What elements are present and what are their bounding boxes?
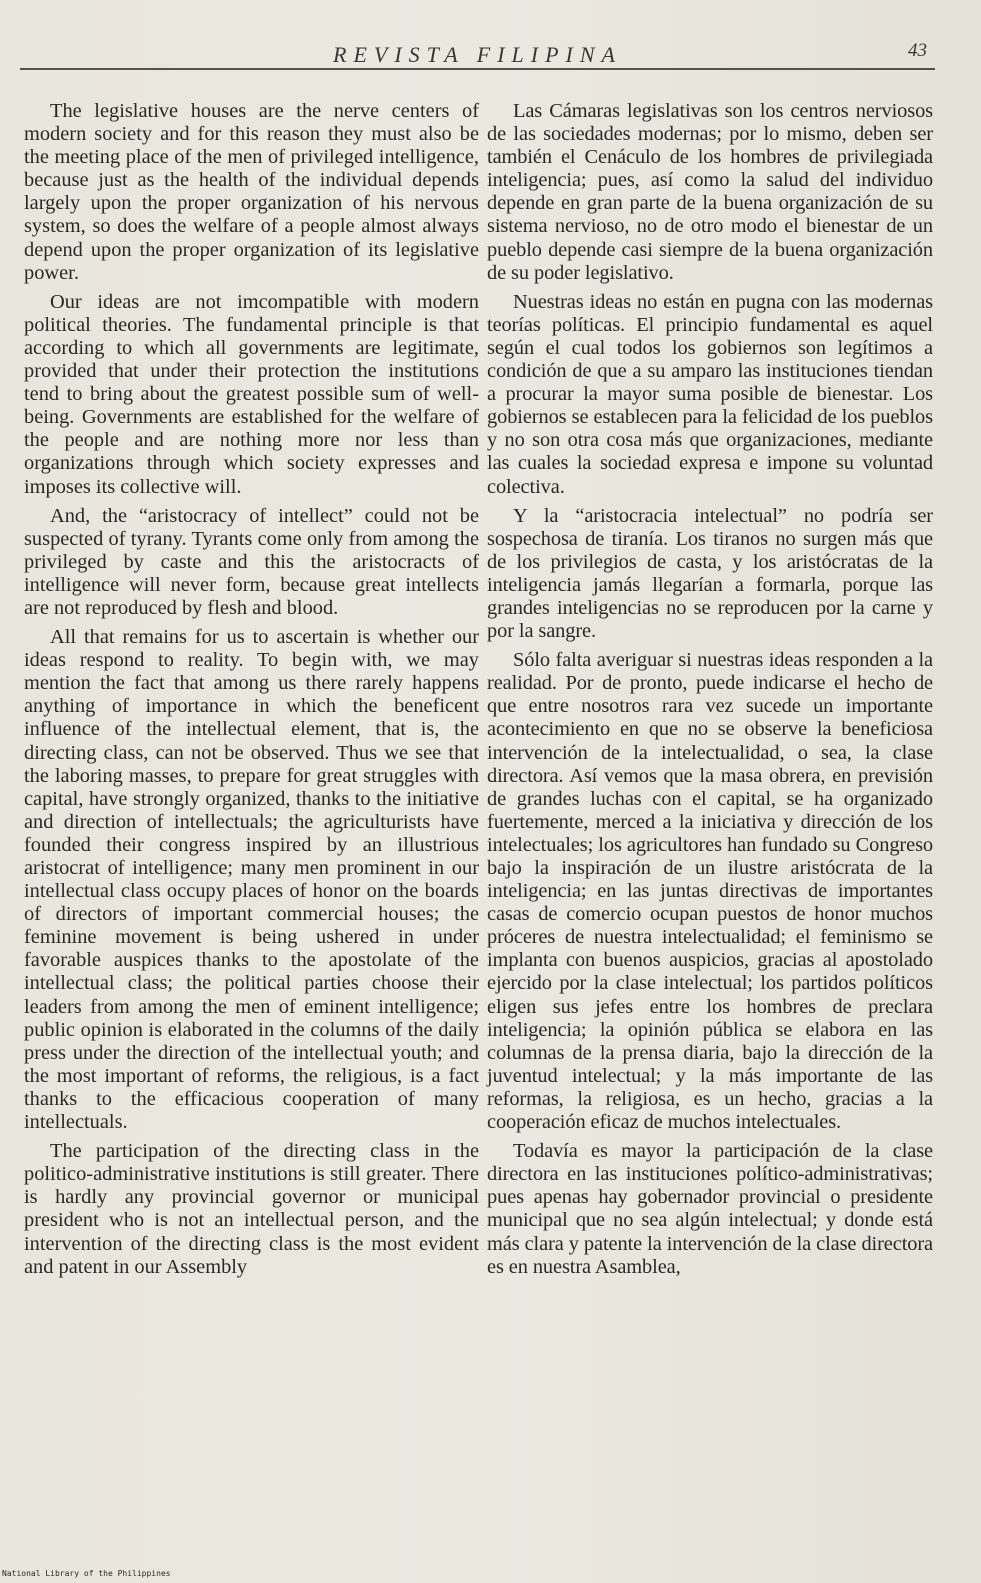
english-paragraph: The legislative houses are the nerve centers of modern society and for this reason they must also be the meeting place of the men of privileged intelligence, because just as the health of the individual depends largely upon the proper organization of his nervous system, so does the welfare of a people almost always depend upon the proper organization of its legislative power. — [24, 100, 479, 284]
spanish-column — [487, 100, 933, 1285]
english-paragraph: The participation of the directing class in the politico-administrative institutions is still greater. There is hardly any provincial governor or municipal president who is not an intellectual person, and the intervention of the directing class is the most evident and patent in our Assembly — [24, 1140, 479, 1278]
english-paragraph: And, the “aristocracy of intellect” could not be suspected of tyrany. Tyrants come only from among the privileged by caste and this the aristocracts of intelligence will never form, because great intellects are not reproduced by flesh and blood. — [24, 504, 479, 619]
spanish-paragraph: Todavía es mayor la participación de la clase directora en las instituciones político-administrativas; pues apenas hay gobernador provincial o presidente municipal que no sea algún intelectual; y donde está más clara y patente la intervención de la clase directora es en nuestra Asamblea, — [487, 1140, 933, 1278]
spanish-paragraph: Y la “aristocracia intelectual” no podría ser sospechosa de tiranía. Los tiranos no surgen más que de los privilegios de casta, y los aristócratas de la inteligencia jamás llegarían a formarla, porque las grandes inteligencias no se reproducen por la carne y por la sangre. — [487, 504, 933, 643]
magazine-title: REVISTA FILIPINA — [333, 42, 622, 67]
english-paragraph: Our ideas are not imcompatible with modern political theories. The fundamental principle is that according to which all governments are legitimate, provided that under their protection the institutions tend to bring about the greatest possible sum of well-being. Governments are established for the welfare of the people and are nothing more nor less than organizations through which society expresses and imposes its collective will. — [24, 290, 479, 498]
spanish-paragraph: Sólo falta averiguar si nuestras ideas responden a la realidad. Por de pronto, puede indicarse el hecho de que entre nosotros rara vez sucede un importante acontecimiento en que no se observe la beneficiosa intervención de la intelectualidad, o sea, la clase directora. Así vemos que la masa obrera, en previsión de grandes luchas con el capital, se ha organizado fuertemente, merced a la iniciativa y dirección de los intelectuales; los agricultores han fundado su Congreso bajo la inspiración de un ilustre aristócrata de la inteligencia; en las juntas directivas de importantes casas de comercio ocupan puestos de honor muchos próceres de nuestra intelectualidad; el feminismo se implanta con buenos auspicios, gracias al apostolado ejercido por la clase intelectual; los partidos políticos eligen sus jefes entre los hombres de preclara inteligencia; la opinión pública se elabora en las columnas de la prensa diaria, bajo la dirección de la juventud intelectual; y la más importante de las reformas, la religiosa, es un hecho, gracias a la cooperación eficaz de muchos intelectuales. — [487, 649, 933, 1134]
english-column — [24, 100, 479, 1285]
english-paragraph: All that remains for us to ascertain is whether our ideas respond to reality. To begin with, we may mention the fact that among us there rarely happens anything of importance in which the beneficent influence of the intellectual element, that is, the directing class, can not be observed. Thus we see that the laboring masses, to prepare for great struggles with capital, have strongly organized, thanks to the initiative and direction of intellectuals; the agriculturists have founded their congress inspired by an illustrious aristocrat of intelligence; many men prominent in our intellectual class occupy places of honor on the boards of directors of important commercial houses; the feminine movement is being ushered in under favorable auspices thanks to the apostolate of the intellectual class; the political parties choose their leaders from among the men of eminent intelligence; public opinion is elaborated in the columns of the daily press under the direction of the intellectual youth; and the most important of reforms, the religious, is a fact thanks to the efficacious cooperation of many intellectuals. — [24, 626, 479, 1134]
spanish-paragraph: Las Cámaras legislativas son los centros nerviosos de las sociedades modernas; por lo mismo, deben ser también el Cenáculo de los hombres de privilegiada inteligencia; pues, así como la salud del individuo depende en gran parte de la buena organización de su sistema nervioso, no de otro modo el bienestar de un pueblo depende casi siempre de la buena organización de su poder legislativo. — [487, 100, 933, 284]
running-header — [20, 40, 935, 74]
header-rule — [20, 68, 935, 70]
library-attribution: National Library of the Philippines — [2, 1569, 171, 1578]
page-number: 43 — [908, 40, 927, 61]
spanish-paragraph: Nuestras ideas no están en pugna con las modernas teorías políticas. El principio fundamental es aquel según el cual todos los gobiernos son legítimos a condición de que a su amparo las instituciones tiendan a procurar la mayor suma posible de bienestar. Los gobiernos se establecen para la felicidad de los pueblos y no son otra cosa más que organizaciones, mediante las cuales la sociedad expresa e impone su voluntad colectiva. — [487, 290, 933, 498]
